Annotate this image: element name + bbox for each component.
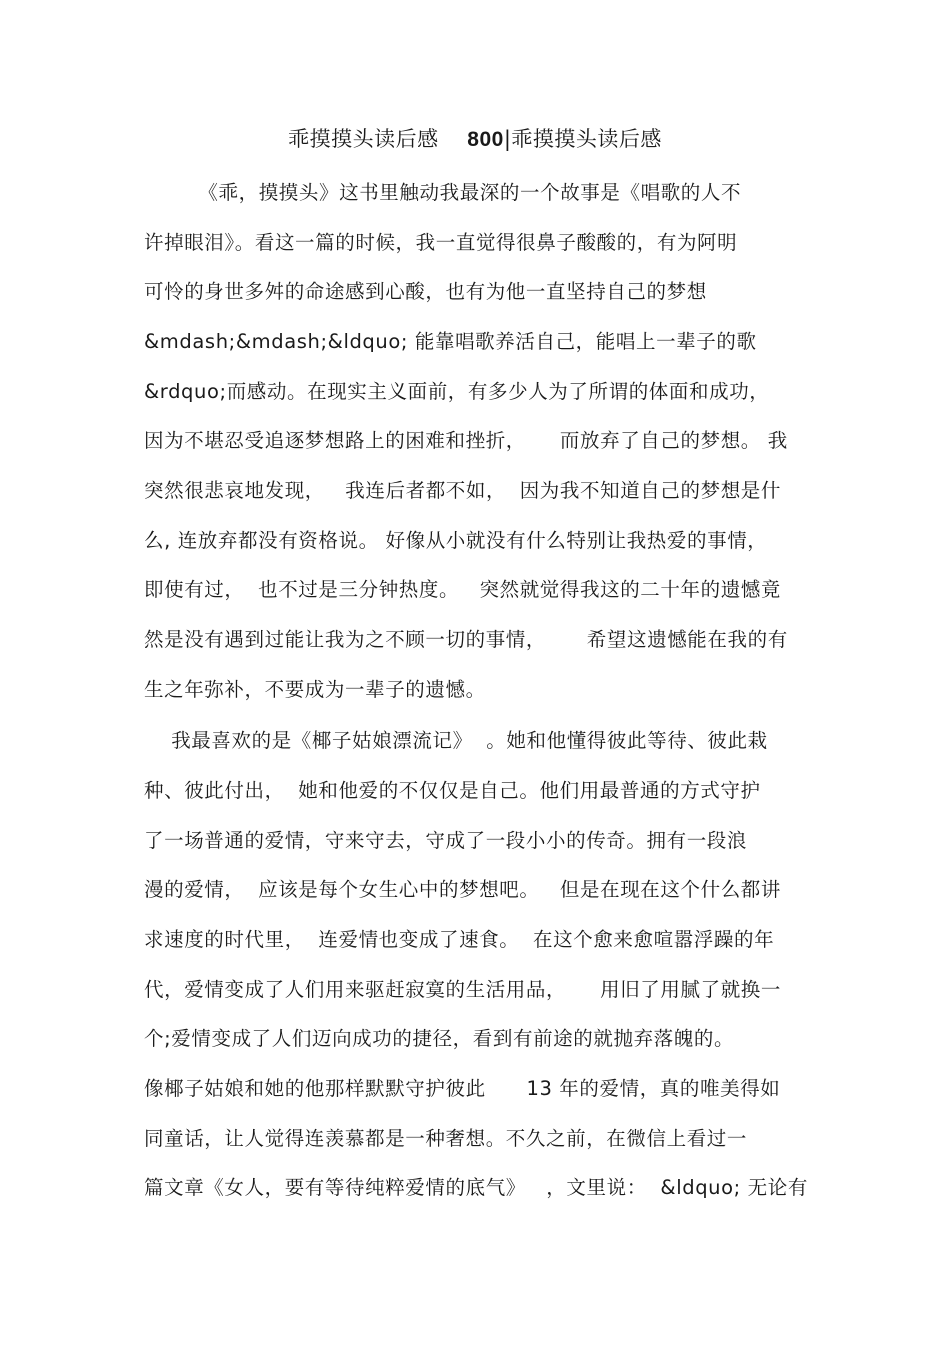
body-line-3: 可怜的身世多舛的命途感到心酸，也有为他一直坚持自己的梦想 (144, 280, 707, 303)
body-line-10: 然是没有遇到过能让我为之不顾一切的事情， 希望这遗憾能在我的有 (144, 628, 788, 651)
body-line-2: 许掉眼泪》。看这一篇的时候，我一直觉得很鼻子酸酸的，有为阿明 (144, 231, 738, 254)
body-line-9: 即使有过， 也不过是三分钟热度。 突然就觉得我这的二十年的遗憾竟 (144, 578, 781, 601)
title-number: 800 (467, 128, 504, 151)
body-line-6: 因为不堪忍受追逐梦想路上的困难和挫折， 而放弃了自己的梦想。 我 (144, 429, 788, 452)
body-line-11: 生之年弥补，不要成为一辈子的遗憾。 (144, 678, 486, 701)
body-line-18: 个;爱情变成了人们迈向成功的捷径，看到有前途的就抛弃落魄的。 (144, 1027, 735, 1050)
body-line-4: &mdash;&mdash;&ldquo; 能靠唱歌养活自己，能唱上一辈子的歌 (144, 330, 757, 353)
body-line-21: 篇文章《女人，要有等待纯粹爱情的底气》 ，文里说： &ldquo; 无论有 (144, 1176, 808, 1199)
body-line-15: 漫的爱情， 应该是每个女生心中的梦想吧。 但是在现在这个什么都讲 (144, 878, 781, 901)
body-line-13: 种、彼此付出， 她和他爱的不仅仅是自己。他们用最普通的方式守护 (144, 779, 761, 802)
body-line-20: 同童话，让人觉得连羡慕都是一种奢想。不久之前，在微信上看过一 (144, 1127, 748, 1150)
body-line-17: 代，爱情变成了人们用来驱赶寂寞的生活用品， 用旧了用腻了就换一 (144, 978, 781, 1001)
body-line-16: 求速度的时代里， 连爱情也变成了速食。 在这个愈来愈喧嚣浮躁的年 (144, 928, 775, 951)
body-line-19: 像椰子姑娘和她的他那样默默守护彼此 13 年的爱情，真的唯美得如 (144, 1077, 781, 1100)
body-line-12: 我最喜欢的是《椰子姑娘漂流记》 。她和他懂得彼此等待、彼此栽 (144, 729, 768, 752)
body-line-5: &rdquo;而感动。在现实主义面前，有多少人为了所谓的体面和成功， (144, 380, 770, 403)
body-line-7: 突然很悲哀地发现， 我连后者都不如， 因为我不知道自己的梦想是什 (144, 479, 781, 502)
title-text-suffix: |乖摸摸头读后感 (503, 127, 662, 151)
body-line-8: 么, 连放弃都没有资格说。 好像从小就没有什么特别让我热爱的事情， (144, 529, 768, 552)
document-title (0, 124, 950, 155)
body-line-14: 了一场普通的爱情，守来守去，守成了一段小小的传奇。拥有一段浪 (144, 829, 748, 852)
title-text-prefix: 乖摸摸头读后感 (288, 127, 468, 151)
body-line-1: 《乖，摸摸头》这书里触动我最深的一个故事是《唱歌的人不 (144, 181, 742, 204)
